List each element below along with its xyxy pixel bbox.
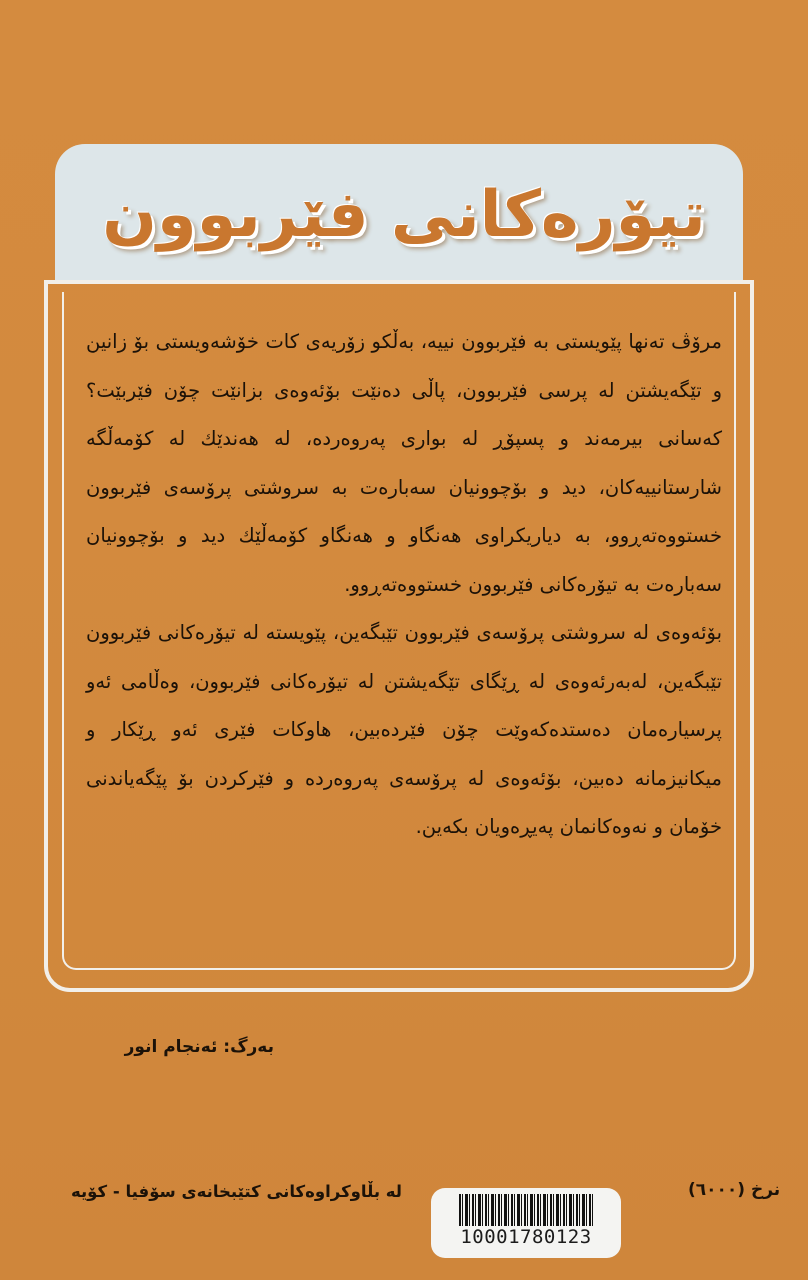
- book-title: تیۆرەکانی فێربوون: [102, 178, 706, 252]
- barcode-number: 10001780123: [460, 1226, 592, 1248]
- cover-designer-credit: بەرگ: ئەنجام انور: [124, 1037, 274, 1057]
- back-cover-blurb: [86, 318, 722, 852]
- blurb-paragraph-2: بۆئەوەی لە سروشتی پرۆسەی فێربوون تێبگەین، پێویستە لە تیۆرەکانی فێربوون تێبگەین، لەبەرئەوەی لە ڕێگای تێگەیشتن لە تیۆرەکانی فێربوون، وەڵامی ئەو پرسیارەمان دەستدەکەوێت چۆن فێردەبین، هاوکات فێری ئەو ڕێکار و میکانیزمانە دەبین، بۆئەوەی لە پرۆسەی پەروەردە و فێرکردن بۆ پێگەیاندنی خۆمان و نەوەکانمان پەیڕەویان بکەین.: [86, 621, 722, 838]
- publisher-line: لە بڵاوکراوەکانی کتێبخانەی سۆفیا - کۆیە: [70, 1182, 402, 1201]
- barcode-icon: [459, 1194, 593, 1226]
- blurb-paragraph-1: مرۆڤ تەنها پێویستی بە فێربوون نییە، بەڵکو زۆریەی کات خۆشەویستی بۆ زانین و تێگەیشتن لە پرسی فێربوون، پاڵی دەنێت بۆئەوەی بزانێت چۆن فێربێت؟ کەسانی بیرمەند و پسپۆڕ لە بواری پەروەردە، لە هەندێك لە کۆمەڵگە شارستانییەکان، دید و بۆچوونیان سەبارەت بە سروشتی پرۆسەی فێربوون خستووەتەڕوو، بە دیاریکراوی هەنگاو و هەنگاو کۆمەڵێك دید و بۆچوونیان سەبارەت بە تیۆرەکانی فێربوون خستووەتەڕوو.: [86, 330, 722, 596]
- price-label: نرخ (٦٠٠٠): [688, 1180, 781, 1200]
- barcode-sticker: [431, 1188, 621, 1258]
